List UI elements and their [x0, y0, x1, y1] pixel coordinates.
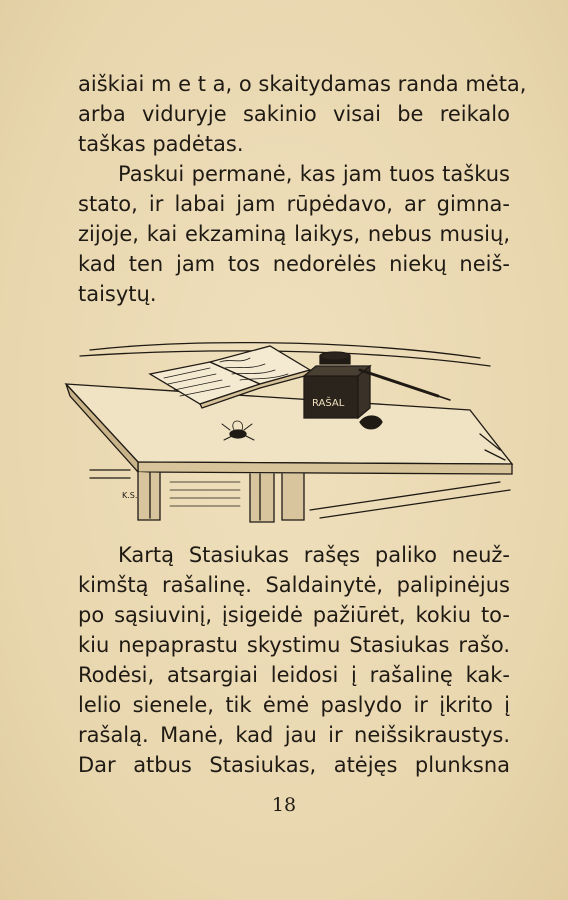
text-line: stato, ir labai jam rūpėdavo, ar gimna-	[78, 192, 510, 216]
inkwell-label: RAŠAL	[312, 398, 345, 409]
text-line: arba viduryje sakinio visai be reikalo	[78, 102, 510, 126]
page-number: 18	[271, 794, 297, 816]
paragraph-2	[78, 159, 510, 309]
text-line: zijoje, kai ekzaminą laikys, nebus musių,	[78, 222, 510, 246]
illustrator-signature: K.S.	[122, 491, 138, 500]
desk-illustration	[60, 322, 520, 527]
text-line: Kartą Stasiukas rašęs paliko neuž-	[118, 543, 510, 567]
text-line: po sąsiuvinį, įsigeidė pažiūrėt, kokiu to-	[78, 603, 510, 627]
text-line: taškas padėtas.	[78, 132, 244, 156]
text-line: aiškiai m e t a, o skaitydamas randa mėta,	[78, 72, 527, 96]
paragraph-3	[78, 540, 510, 780]
text-line: kad ten jam tos nedorėlės niekų neiš-	[78, 252, 510, 276]
paragraph-1	[78, 69, 527, 159]
text-line: Rodėsi, atsargiai leidosi į rašalinę kak-	[78, 663, 510, 687]
text-line: kimštą rašalinę. Saldainytė, palipinėjus	[78, 573, 510, 597]
text-line: rašalą. Manė, kad jau ir neišsikraustys.	[78, 723, 510, 747]
text-line: Paskui permanė, kas jam tuos taškus	[118, 162, 510, 186]
text-line: taisytų.	[78, 282, 157, 306]
text-line: kiu nepaprastu skystimu Stasiukas rašo.	[78, 633, 510, 657]
text-line: Dar atbus Stasiukas, atėjęs plunksna	[78, 753, 510, 777]
text-line: lelio sienele, tik ėmė paslydo ir įkrito į	[78, 693, 510, 717]
